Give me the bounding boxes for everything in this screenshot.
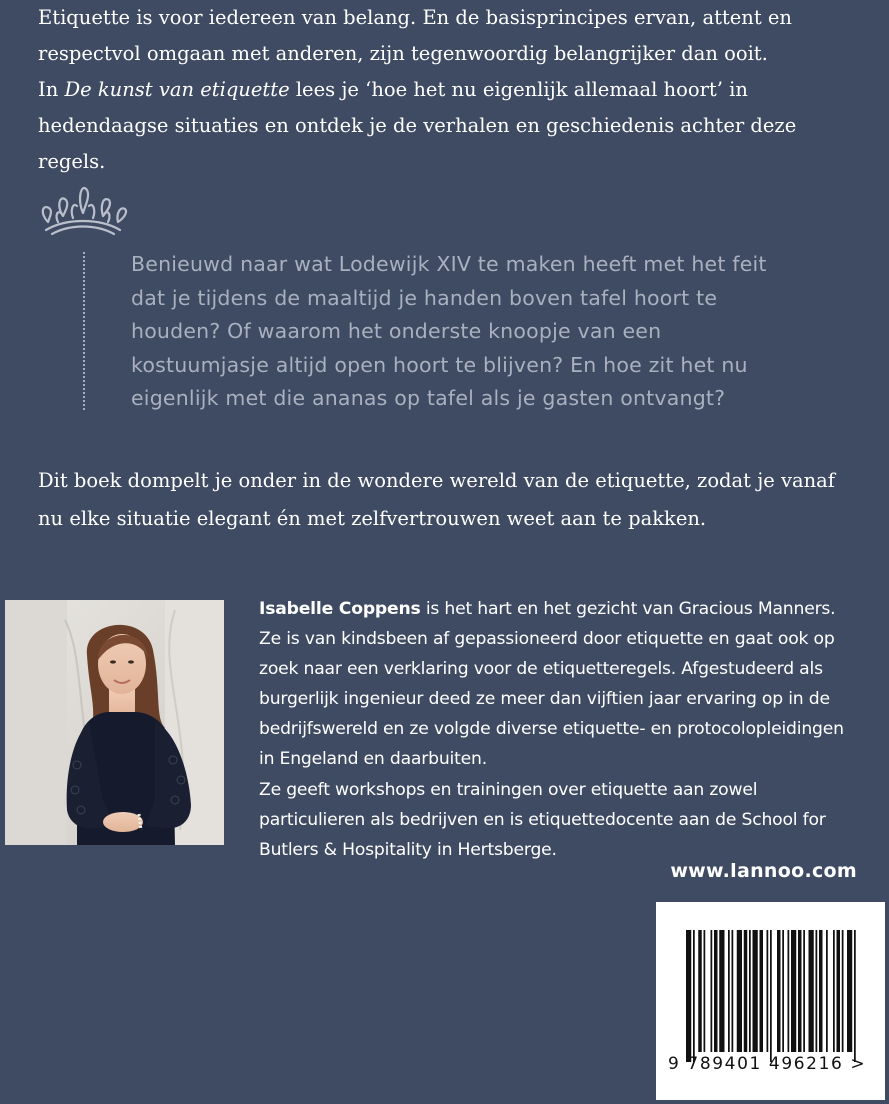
barcode-bar bbox=[788, 930, 790, 1052]
barcode-bar bbox=[826, 930, 828, 1052]
barcode-bar bbox=[698, 930, 702, 1052]
isbn-digits: 9 789401 496216 > bbox=[668, 1054, 867, 1074]
barcode-bar bbox=[803, 930, 805, 1052]
barcode-bar bbox=[854, 930, 856, 1062]
barcode-bar bbox=[782, 930, 784, 1052]
author-bio-text-1: is het hart en het gezicht van Gracious Manners. Ze is van kindsbeen af gepassioneerd door etiquette en gaat ook op zoek naar een verklaring voor de etiquetteregels. Afgestudeerd als burgerlijk ingenieur deed ze meer dan vijftien jaar ervaring op in de bedrijfswereld en ze volgde diverse etiquette- en protocolopleidingen in Engeland en daarbuiten. bbox=[259, 599, 844, 770]
barcode-bar bbox=[842, 930, 844, 1052]
barcode-bar bbox=[704, 930, 706, 1052]
barcode-bar bbox=[728, 930, 730, 1052]
barcode-bar bbox=[737, 930, 742, 1052]
intro-paragraph-1: Etiquette is voor iedereen van belang. En de basisprincipes ervan, attent en respectvol omgaan met anderen, zijn tegenwoordig belangrijker dan ooit. bbox=[38, 6, 792, 65]
barcode-bar bbox=[744, 930, 748, 1052]
barcode-bar bbox=[767, 930, 769, 1052]
barcode-bar bbox=[770, 930, 772, 1062]
barcode-bar bbox=[686, 930, 691, 1062]
barcode-bar bbox=[714, 930, 718, 1052]
barcode-bar bbox=[711, 930, 713, 1052]
barcode-bar bbox=[809, 930, 814, 1052]
barcode-bar bbox=[760, 930, 764, 1052]
intro-paragraph-2-start: In bbox=[38, 78, 65, 101]
quote-divider bbox=[83, 252, 85, 410]
publisher-website[interactable]: www.lannoo.com bbox=[670, 860, 857, 882]
author-portrait-image bbox=[5, 600, 224, 845]
book-title: De kunst van etiquette bbox=[64, 78, 290, 101]
author-photo bbox=[5, 600, 224, 845]
author-name: Isabelle Coppens bbox=[259, 599, 421, 619]
author-bio-paragraph-2: Ze geeft workshops en trainingen over etiquette aan zowel particulieren als bedrijven en is etiquettedocente aan de School for Butlers & Hospitality in Hertsberge. bbox=[259, 779, 826, 860]
barcode-bar bbox=[753, 930, 758, 1052]
barcode-bar bbox=[819, 930, 823, 1052]
closing-paragraph: Dit boek dompelt je onder in de wondere wereld van de etiquette, zodat je vanaf nu elke situatie elegant én met zelfvertrouwen weet aan te pakken. bbox=[38, 469, 836, 530]
barcode-bar bbox=[816, 930, 818, 1052]
barcode-bar bbox=[833, 930, 835, 1052]
barcode-bar bbox=[732, 930, 734, 1052]
intro-paragraph-2 bbox=[38, 72, 838, 180]
barcode-bar bbox=[719, 930, 724, 1052]
intro-text bbox=[38, 0, 838, 180]
barcode-bar bbox=[791, 930, 796, 1052]
barcode-bar bbox=[749, 930, 751, 1052]
intro-paragraph-2-end: lees je ‘hoe het nu eigenlijk allemaal hoort’ in hedendaagse situaties en ontdek je de verhalen en geschiedenis achter deze regels. bbox=[38, 78, 797, 173]
barcode-bar bbox=[837, 930, 841, 1052]
barcode-bar bbox=[798, 930, 802, 1052]
barcode-bar bbox=[777, 930, 781, 1052]
author-bio bbox=[259, 594, 859, 865]
author-bio-paragraph-1 bbox=[259, 594, 859, 775]
crown-icon bbox=[36, 176, 130, 242]
barcode-bar bbox=[693, 930, 695, 1062]
closing-text bbox=[38, 462, 858, 538]
pull-quote: Benieuwd naar wat Lodewijk XIV te maken heeft met het feit dat je tijdens de maaltijd je handen boven tafel hoort te houden? Of waarom het onderste knoopje van een kostuumjasje altijd open hoort te blijven? En hoe zit het nu eigenlijk met die ananas op tafel als je gasten ontvangt? bbox=[131, 252, 767, 410]
barcode-bar bbox=[847, 930, 852, 1052]
